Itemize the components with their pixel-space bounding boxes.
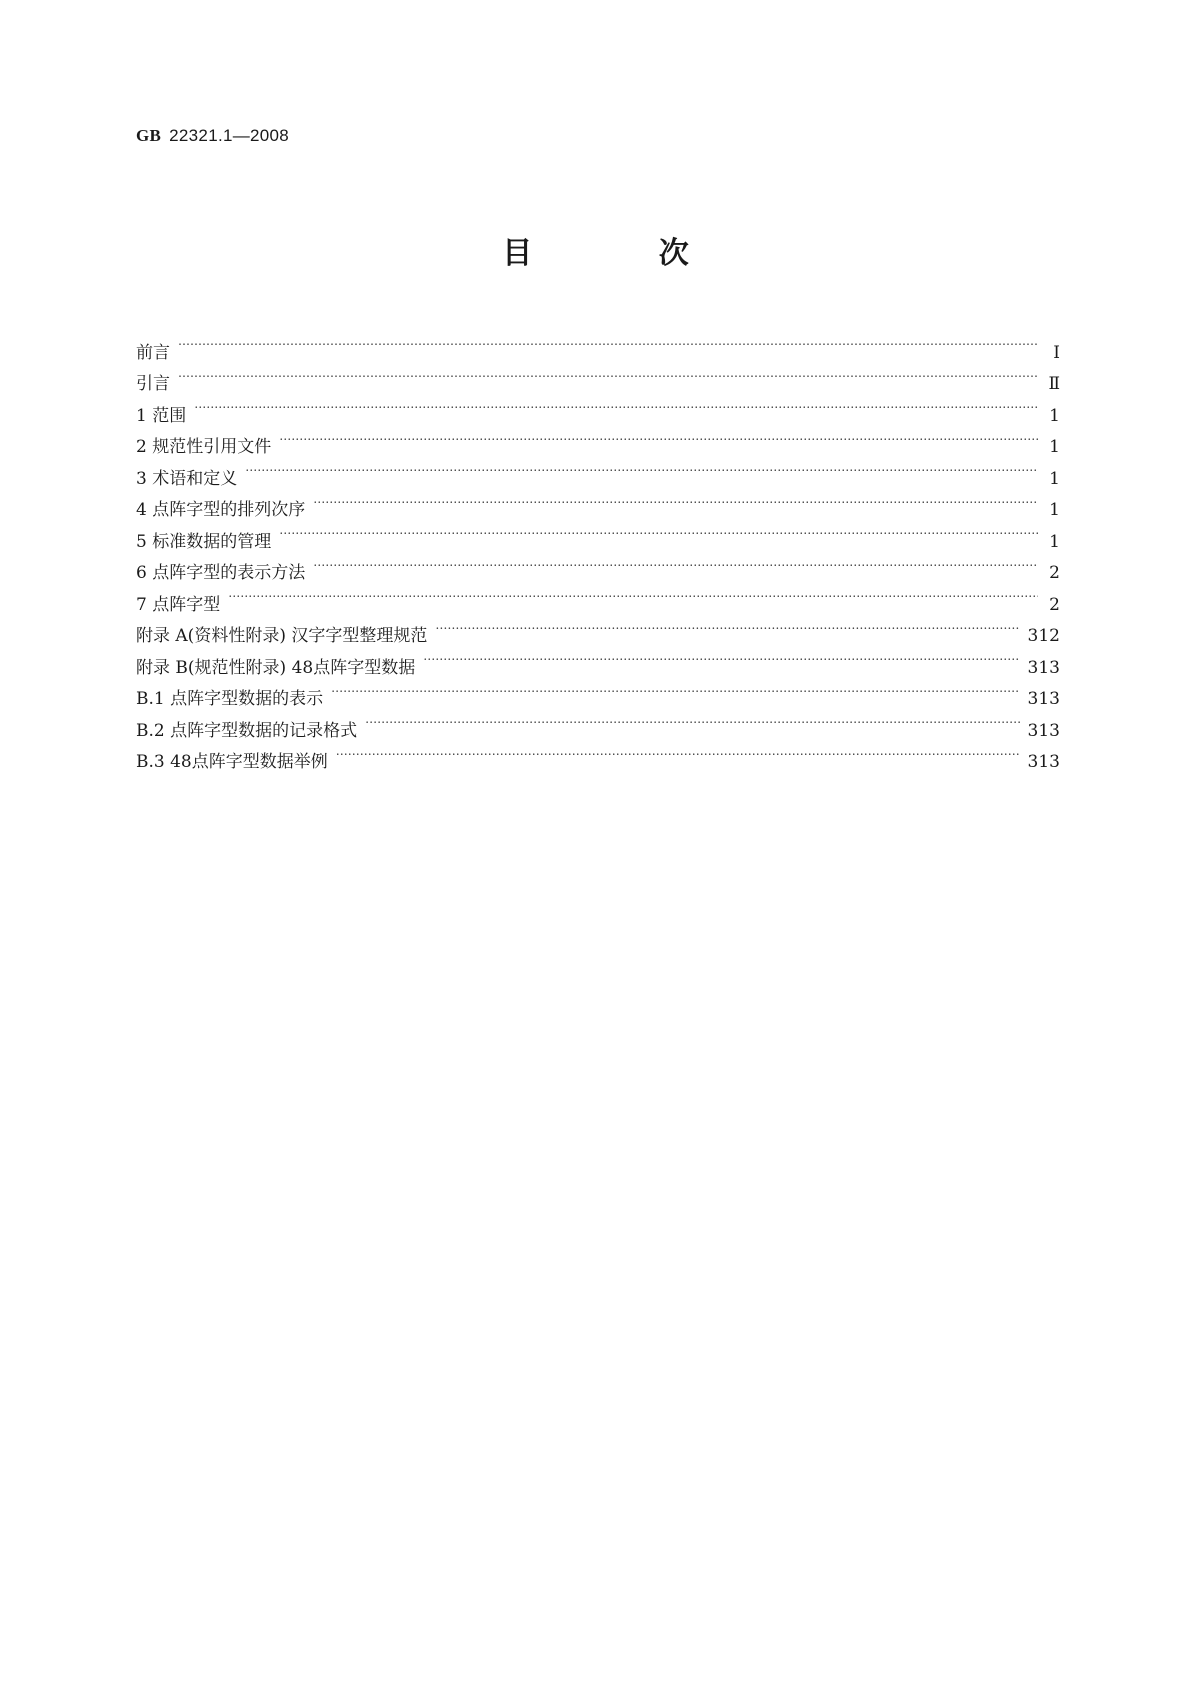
toc-leader-dots — [313, 547, 1038, 579]
standard-number: 22321.1—2008 — [169, 126, 290, 145]
toc-leader-dots — [178, 358, 1038, 390]
toc-entry-page: Ⅰ — [1053, 342, 1060, 363]
toc-leader-dots — [336, 736, 1020, 768]
toc-entry-label: B.1 点阵字型数据的表示 — [136, 689, 324, 709]
toc-entry-label: 6 点阵字型的表示方法 — [136, 563, 306, 583]
toc-entry-label: 4 点阵字型的排列次序 — [136, 500, 306, 520]
toc-entry-page: 2 — [1049, 563, 1060, 583]
toc-leader-dots — [313, 484, 1038, 516]
toc-entry-label: 附录 A(资料性附录) 汉字字型整理规范 — [136, 626, 428, 646]
document-header — [136, 126, 289, 146]
table-of-contents — [136, 326, 1060, 772]
toc-entry-normative-references[interactable] — [136, 421, 1060, 457]
toc-entry-page: 313 — [1027, 720, 1060, 741]
toc-leader-dots — [245, 452, 1038, 484]
toc-entry-page: 313 — [1027, 657, 1060, 678]
toc-entry-label: 附录 B(规范性附录) 48点阵字型数据 — [136, 657, 416, 678]
toc-entry-representation-method[interactable] — [136, 547, 1060, 583]
toc-entry-page: 1 — [1049, 500, 1060, 520]
page-title: 目 次 — [502, 236, 747, 271]
toc-entry-scope[interactable] — [136, 389, 1060, 426]
toc-entry-label: 前言 — [136, 342, 170, 363]
toc-entry-introduction[interactable] — [136, 358, 1060, 394]
toc-entry-page: 1 — [1049, 405, 1060, 426]
toc-entry-terms-definitions[interactable] — [136, 452, 1060, 489]
toc-entry-dot-matrix-fonts[interactable] — [136, 578, 1060, 615]
toc-entry-page: 2 — [1049, 594, 1060, 615]
standard-code: GB — [136, 126, 162, 145]
toc-entry-label: 5 标准数据的管理 — [136, 531, 272, 552]
toc-entry-label: B.2 点阵字型数据的记录格式 — [136, 720, 358, 741]
toc-entry-page: 1 — [1049, 531, 1060, 552]
toc-entry-page: 1 — [1049, 437, 1060, 457]
toc-entry-page: 312 — [1027, 626, 1060, 646]
toc-entry-page: 1 — [1049, 468, 1060, 489]
toc-entry-label: B.3 48点阵字型数据举例 — [136, 752, 328, 772]
toc-entry-arrangement-order[interactable] — [136, 484, 1060, 520]
toc-entry-appendix-a[interactable] — [136, 610, 1060, 646]
toc-entry-label: 7 点阵字型 — [136, 594, 221, 615]
toc-leader-dots — [194, 389, 1038, 421]
toc-leader-dots — [435, 610, 1019, 642]
toc-entry-page: 313 — [1027, 752, 1060, 772]
toc-entry-foreword[interactable] — [136, 326, 1060, 363]
toc-leader-dots — [279, 515, 1038, 547]
toc-entry-label: 1 范围 — [136, 405, 187, 426]
toc-leader-dots — [423, 641, 1019, 673]
toc-leader-dots — [331, 673, 1019, 705]
toc-entry-label: 引言 — [136, 374, 170, 394]
toc-entry-label: 2 规范性引用文件 — [136, 437, 272, 457]
toc-leader-dots — [365, 704, 1019, 736]
toc-entry-page: 313 — [1027, 689, 1060, 709]
toc-leader-dots — [279, 421, 1038, 453]
toc-leader-dots — [178, 326, 1038, 358]
toc-leader-dots — [228, 578, 1038, 610]
toc-entry-label: 3 术语和定义 — [136, 468, 238, 489]
toc-entry-page: Ⅱ — [1048, 374, 1060, 394]
